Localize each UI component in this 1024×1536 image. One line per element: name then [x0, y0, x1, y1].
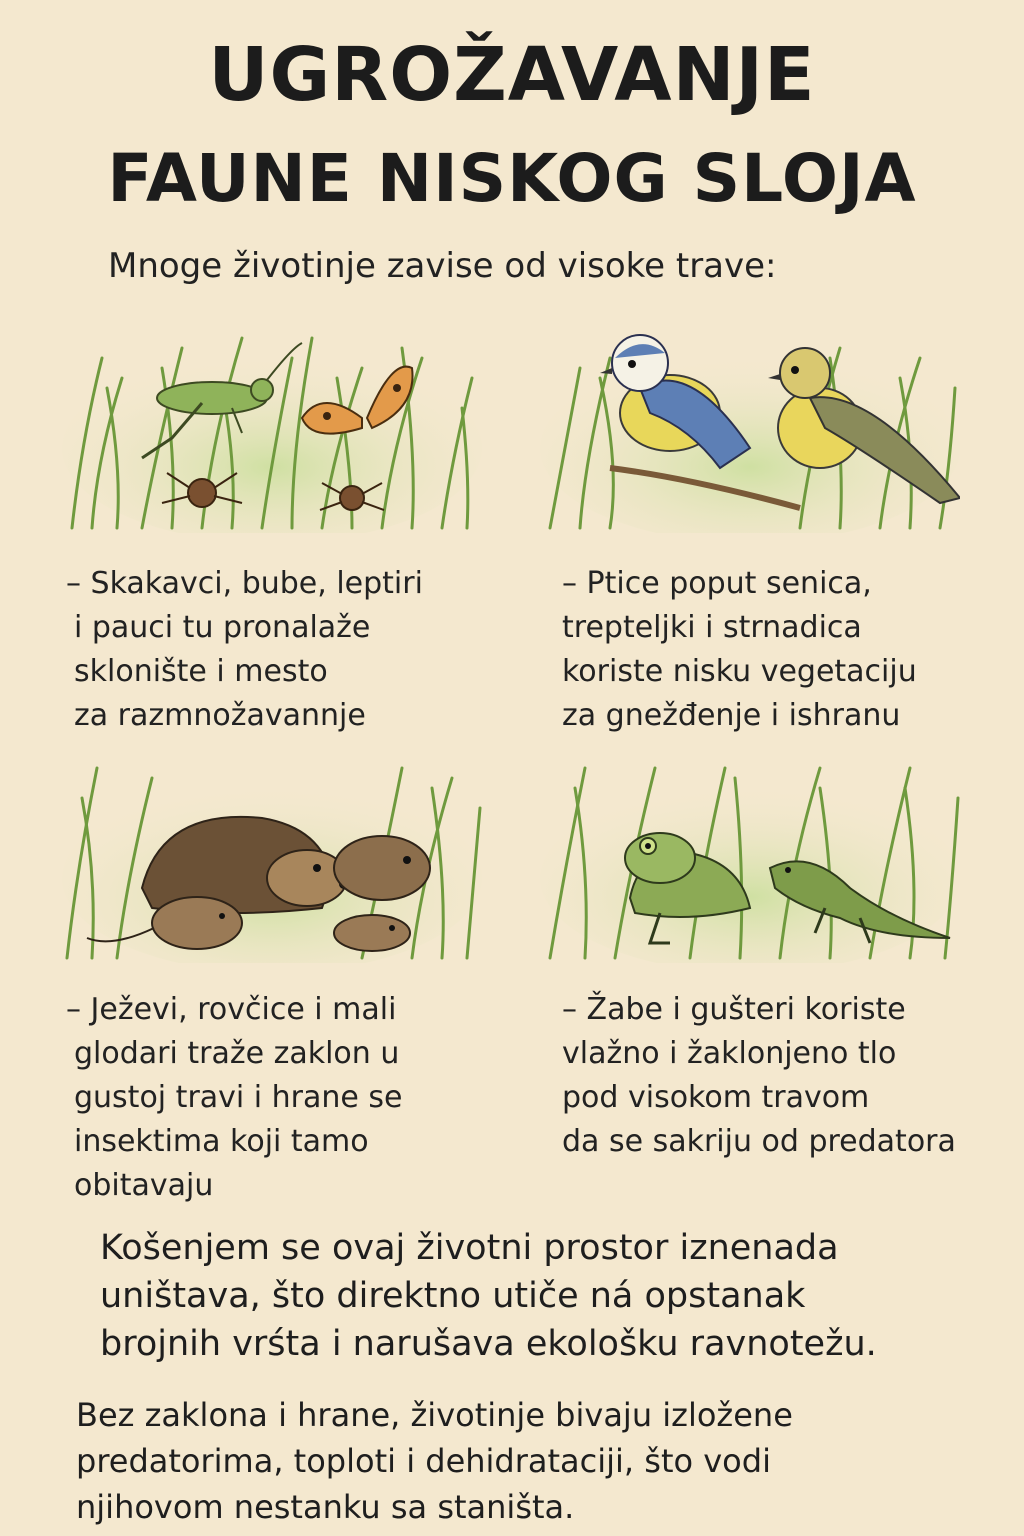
title-line-2: FAUNE NISKOG SLOJA: [107, 140, 917, 217]
caption-line: za gnežđenje i ishranu: [562, 698, 901, 733]
shrew-icon: [334, 915, 410, 951]
caption-line: – Ježevi, rovčice i mali: [66, 992, 397, 1027]
caption-line: da se sakriju od predatora: [562, 1124, 956, 1159]
caption-line: trepteljki i strnadica: [562, 610, 862, 645]
caption-line: – Skakavci, bube, leptiri: [66, 566, 423, 601]
hedgehog-rodents-illustration: [62, 748, 482, 963]
paragraph-line: Košenjem se ovaj životni prostor iznenada: [100, 1228, 839, 1268]
caption-hedgehogs: [66, 988, 402, 1208]
caption-line: sklonište i mesto: [74, 654, 328, 689]
caption-line: koriste nisku vegetaciju: [562, 654, 917, 689]
paragraph-line: brojnih vrśta i narušava ekološku ravnotežu.: [100, 1324, 877, 1364]
caption-line: obitavaju: [74, 1168, 214, 1203]
caption-line: i pauci tu pronalaže: [74, 610, 371, 645]
caption-frogs: [562, 988, 956, 1164]
birds-grass-illustration: [540, 318, 960, 533]
caption-line: insektima koji tamo: [74, 1124, 369, 1159]
caption-line: pod visokom travom: [562, 1080, 870, 1115]
subtitle: Mnoge životinje zavise od visoke trave:: [108, 246, 777, 286]
paragraph-line: Bez zaklona i hrane, životinje bivaju izložene: [76, 1396, 793, 1434]
title-line-1: UGROŽAVANJE: [208, 32, 816, 118]
insects-grass-illustration: [62, 318, 482, 533]
paragraph-line: predatorima, toploti i dehidrataciji, što vodi: [76, 1442, 771, 1480]
caption-insects: [66, 562, 423, 738]
caption-line: – Ptice poput senica,: [562, 566, 872, 601]
caption-birds: [562, 562, 917, 738]
frog-lizard-illustration: [540, 748, 960, 963]
caption-line: glodari traže zaklon u: [74, 1036, 400, 1071]
paragraph-line: uništava, što direktno utiče ná opstanak: [100, 1276, 806, 1316]
caption-line: vlažno i žaklonjeno tlo: [562, 1036, 897, 1071]
mowing-impact-paragraph: [100, 1224, 877, 1368]
caption-line: za razmnožavannje: [74, 698, 366, 733]
caption-line: – Žabe i gušteri koriste: [562, 992, 906, 1027]
vole-icon: [334, 836, 430, 900]
consequences-paragraph: [76, 1392, 793, 1530]
paragraph-line: njihovom nestanku sa staništa.: [76, 1488, 575, 1526]
caption-line: gustoj travi i hrane se: [74, 1080, 403, 1115]
